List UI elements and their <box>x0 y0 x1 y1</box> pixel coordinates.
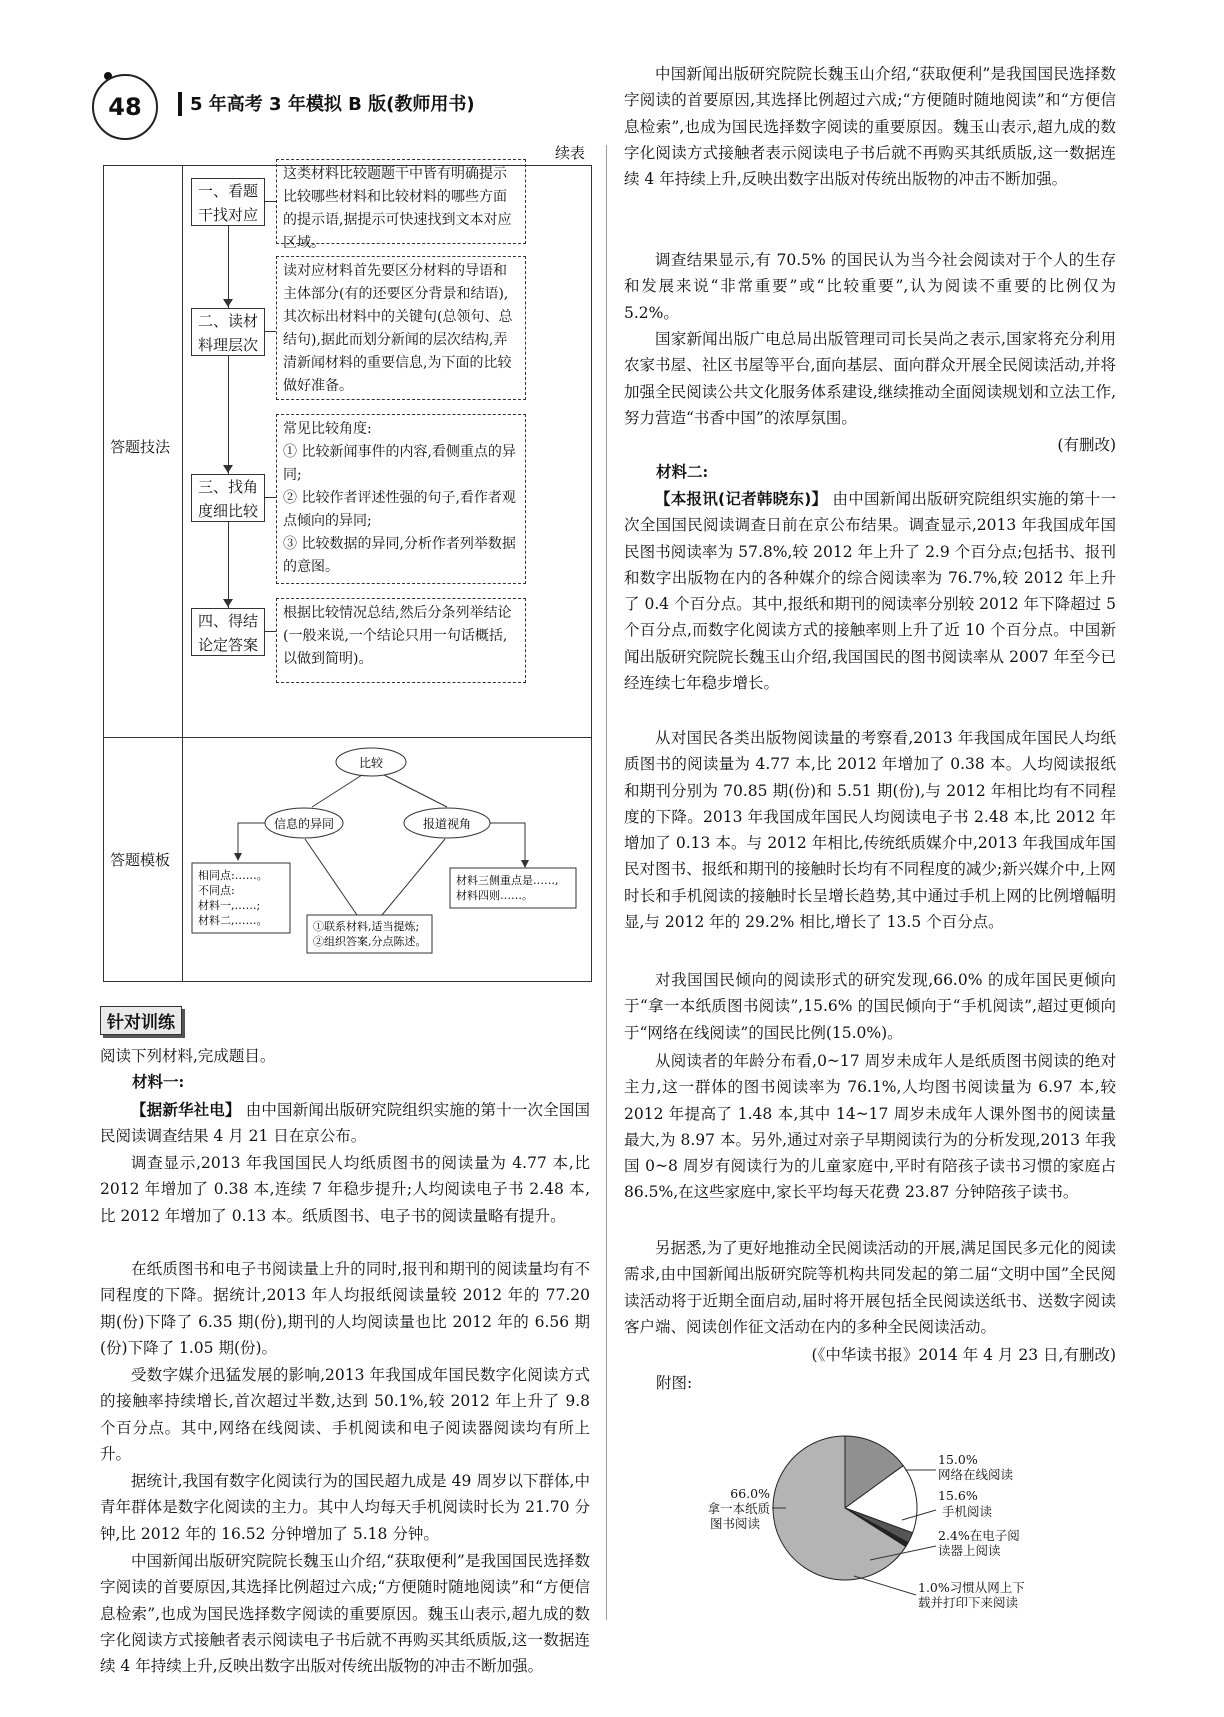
page-number: 48 <box>108 93 142 121</box>
step-1-connector <box>264 201 276 202</box>
material-2-title: 材料二: <box>656 462 709 481</box>
material-1-lead: 【据新华社电】 <box>131 1101 241 1119</box>
header-divider <box>178 92 182 116</box>
template-left-box-line: 相同点:……。 <box>198 869 268 882</box>
figure-label: 附图: <box>656 1374 693 1392</box>
template-left-box-line: 材料一,……; <box>198 899 261 912</box>
step-4-box <box>191 608 265 656</box>
slice-label-print-pct: 66.0% <box>730 1486 770 1501</box>
step-1-box <box>191 178 265 226</box>
step-2-label: 二、读材料理层次 <box>197 312 258 354</box>
step-4-description: 根据比较情况总结,然后分条列举结论(一般来说,一个结论只用一句话概括,以做到简明)。 <box>276 598 526 683</box>
material-2-paragraph-2: 从对国民各类出版物阅读量的考察看,2013 年我国成年国民人均纸质图书的阅读量为 4.77 本,比 2012 年增加了 0.38 本。人均阅读报纸和期刊分别为 70.85 期(份)和 5.51 期(份),与 2012 年相比均有不同程度的下降。2013 年我国成年国民人均阅读电子书 2.48 本,比 2012 年增加了 0.13 本。与 2012 年相比,传统纸质媒介中,2013 年我国成年国民对图书、报纸和期刊的接触时长均有不同程度的减少;新兴媒介中,上网时长和手机阅读的接触时长呈增长趋势,其中通过手机上网的比例增幅明显,与 2012 年的 29.2% 相比,增长了 13.5 个百分点。 <box>624 729 1116 932</box>
template-center-box-line: ①联系材料,适当提炼; <box>313 920 420 933</box>
material-2-lead: 【本报讯(记者韩晓东)】 <box>655 490 828 508</box>
step-3-line: ② 比较作者评述性强的句子,看作者观点倾向的异同; <box>283 490 516 529</box>
step-4-connector <box>264 631 276 632</box>
answer-template-diagram <box>182 737 591 981</box>
slice-label-mobile-pct: 15.6% <box>938 1488 978 1503</box>
material-2-paragraph-4: 从阅读者的年龄分布看,0~17 周岁未成年人是纸质图书阅读的绝对主力,这一群体的图书阅读率为 76.1%,人均图书阅读量为 6.97 本,较 2012 年提高了 1.48 本,其中 14~17 周岁未成年人课外图书的阅读量最大,为 8.97 本。另外,通过对亲子早期阅读行为的分析发现,2013 年我国 0~8 周岁有阅读行为的儿童家庭中,平时有陪孩子读书习惯的家庭占 86.5%,在这些家庭中,家长平均每天花费 23.87 分钟陪孩子读书。 <box>624 1052 1116 1202</box>
material-1-paragraph-3: 在纸质图书和电子书阅读量上升的同时,报刊和期刊的阅读量均有不同程度的下降。据统计,2013 年人均报纸阅读量较 2012 年的 77.20 期(份)下降了 6.35 期(份),期刊的人均阅读量也比 2012 年的 6.56 期(份)下降了 1.05 期(份)。 <box>100 1260 590 1357</box>
material-2-paragraph-5: 另据悉,为了更好地推动全民阅读活动的开展,满足国民多元化的阅读需求,由中国新闻出版研究院等机构共同发起的第二届“文明中国”全民阅读活动将于近期全面启动,届时将开展包括全民阅读送纸书、送数字阅读客户端、阅读创作征文活动在内的多种全民阅读活动。 <box>624 1239 1116 1336</box>
slice-label-ereader: 2.4%在电子阅 <box>938 1528 1020 1543</box>
slice-label-ereader-2: 读器上阅读 <box>938 1543 1001 1558</box>
step-4-label: 四、得结论定答案 <box>197 612 258 654</box>
step-2-description: 读对应材料首先要区分材料的导语和主体部分(有的还要区分背景和结语),其次标出材料中的关键句(总领句、总结句),据此而划分新闻的层次结构,弄清新闻材料的重要信息,为下面的比较做好准备。 <box>276 256 526 400</box>
material-1-paragraph-6-start: 中国新闻出版研究院院长魏玉山介绍,“获取便利”是我国国民选择数字阅读的首要原因,其选择比例超过六成;“方便随时随地阅读”和“方便信息检索”,也成为国民选择数字阅读的重要原因。魏玉山表示,超九成的数字化阅读方式接触者表示阅读电子书后就不再购买其纸质版,这一数据连续 4 年持续上升,反映出数字出版对传统出版物的冲击不断加强。 <box>100 1552 590 1676</box>
slice-label-download-2: 载并打印下来阅读 <box>918 1595 1019 1610</box>
section-heading-training: 针对训练 <box>100 1006 182 1035</box>
material-1-title: 材料一: <box>132 1072 185 1091</box>
material-1-paragraph-8: 国家新闻出版广电总局出版管理司司长吴尚之表示,国家将充分利用农家书屋、社区书屋等平台,面向基层、面向群众开展全民阅读活动,并将加强全民阅读公共文化服务体系建设,继续推动全面阅读规划和立法工作,努力营造“书香中国”的浓厚氛围。 <box>624 330 1116 427</box>
step-1-description: 这类材料比较题题干中皆有明确提示比较哪些材料和比较材料的哪些方面的提示语,据提示可快速找到文本对应区域。 <box>276 159 526 244</box>
template-center-box-line: ②组织答案,分点陈述。 <box>313 935 427 948</box>
slice-label-download: 1.0%习惯从网上下 <box>918 1580 1025 1595</box>
slice-label-print-2: 图书阅读 <box>709 1516 760 1531</box>
step-2-connector <box>264 331 276 332</box>
template-right-box-line: 材料三侧重点是……, <box>456 874 559 887</box>
template-left-box-line: 不同点: <box>198 884 235 897</box>
book-title: 5 年高考 3 年模拟 B 版(教师用书) <box>190 94 475 115</box>
material-1-paragraph-6-end: 中国新闻出版研究院院长魏玉山介绍,“获取便利”是我国国民选择数字阅读的首要原因,其选择比例超过六成;“方便随时随地阅读”和“方便信息检索”,也成为国民选择数字阅读的重要原因。魏玉山表示,超九成的数字化阅读方式接触者表示阅读电子书后就不再购买其纸质版,这一数据连续 4 年持续上升,反映出数字出版对传统出版物的冲击不断加强。 <box>624 65 1116 189</box>
template-right-box-line: 材料四则……。 <box>456 889 533 902</box>
slice-label-online: 网络在线阅读 <box>938 1467 1014 1482</box>
step-3-line: ① 比较新闻事件的内容,看侧重点的异同; <box>283 444 516 483</box>
template-root: 比较 <box>358 756 384 770</box>
training-intro: 阅读下列材料,完成题目。 <box>100 1047 276 1065</box>
page-number-badge <box>92 74 158 140</box>
material-1-source: (有删改) <box>1057 436 1116 454</box>
step-2-box <box>191 308 265 356</box>
template-right-node: 报道视角 <box>422 817 472 831</box>
material-2-paragraph-3: 对我国国民倾向的阅读形式的研究发现,66.0% 的成年国民更倾向于“拿一本纸质图书阅读”,15.6% 的国民倾向于“手机阅读”,超过更倾向于“网络在线阅读”的国民比例(15.0%)。 <box>624 971 1116 1042</box>
step-3-box <box>191 474 265 522</box>
template-left-box-line: 材料二,……。 <box>198 914 268 927</box>
material-1-paragraph-5: 据统计,我国有数字化阅读行为的国民超九成是 49 周岁以下群体,中青年群体是数字化阅读的主力。其中人均每天手机阅读时长为 21.70 分钟,比 2012 年的 16.52 分钟增加了 5.18 分钟。 <box>100 1472 590 1543</box>
slice-label-online-pct: 15.0% <box>938 1452 978 1467</box>
column-separator <box>606 145 607 1620</box>
material-2-paragraph-1: 【本报讯(记者韩晓东)】 由中国新闻出版研究院组织实施的第十一次全国国民阅读调查日前在京公布结果。调查显示,2013 年我国成年国民图书阅读率为 57.8%,较 2012 年上升了 2.9 个百分点;包括书、报刊和数字出版物在内的各种媒介的综合阅读率为 76.7%,较 2012 年上升了 0.4 个百分点。其中,报纸和期刊的阅读率分别较 2012 年下降超过 5 个百分点,而数字化阅读方式的接触率则上升了近 10 个百分点。中国新闻出版研究院院长魏玉山介绍,我国国民的图书阅读率从 2007 年至今已经连续七年稳步增长。 <box>624 490 1116 693</box>
table-continued-label: 续表 <box>555 144 586 162</box>
row-label-techniques: 答题技法 <box>110 438 171 456</box>
material-1-paragraph-1: 【据新华社电】 由中国新闻出版研究院组织实施的第十一次全国国民阅读调查结果 4 月 21 日在京公布。 <box>100 1101 590 1146</box>
step-3-line: ③ 比较数据的异同,分析作者列举数据的意图。 <box>283 536 516 575</box>
step-1-label: 一、看题干找对应 <box>197 182 258 224</box>
material-1-paragraph-4: 受数字媒介迅猛发展的影响,2013 年我国成年国民数字化阅读方式的接触率持续增长,首次超过半数,达到 50.1%,较 2012 年上升了 9.8 个百分点。其中,网络在线阅读、手机阅读和电子阅读器阅读均有所上升。 <box>100 1366 590 1463</box>
slice-label-mobile: 手机阅读 <box>942 1504 993 1519</box>
method-table <box>103 165 592 982</box>
row-label-template: 答题模板 <box>110 851 171 869</box>
step-3-description <box>276 414 526 584</box>
reading-form-pie-chart <box>680 1400 1080 1630</box>
material-1-paragraph-2: 调查显示,2013 年我国国民人均纸质图书的阅读量为 4.77 本,比 2012 年增加了 0.38 本,连续 7 年稳步提升;人均阅读电子书 2.48 本,比 2012 年增加了 0.13 本。纸质图书、电子书的阅读量略有提升。 <box>100 1154 590 1225</box>
material-2-source: (《中华读书报》2014 年 4 月 23 日,有删改) <box>811 1346 1116 1364</box>
pie-slices <box>773 1436 917 1580</box>
step-3-line: 常见比较角度: <box>283 421 372 437</box>
template-left-node: 信息的异同 <box>273 817 335 831</box>
step-3-label: 三、找角度细比较 <box>197 478 258 520</box>
slice-label-print: 拿一本纸质 <box>707 1501 770 1516</box>
material-1-paragraph-7: 调查结果显示,有 70.5% 的国民认为当今社会阅读对于个人的生存和发展来说“非常重要”或“比较重要”,认为阅读不重要的比例仅为 5.2%。 <box>624 251 1116 322</box>
step-3-connector <box>264 497 276 498</box>
